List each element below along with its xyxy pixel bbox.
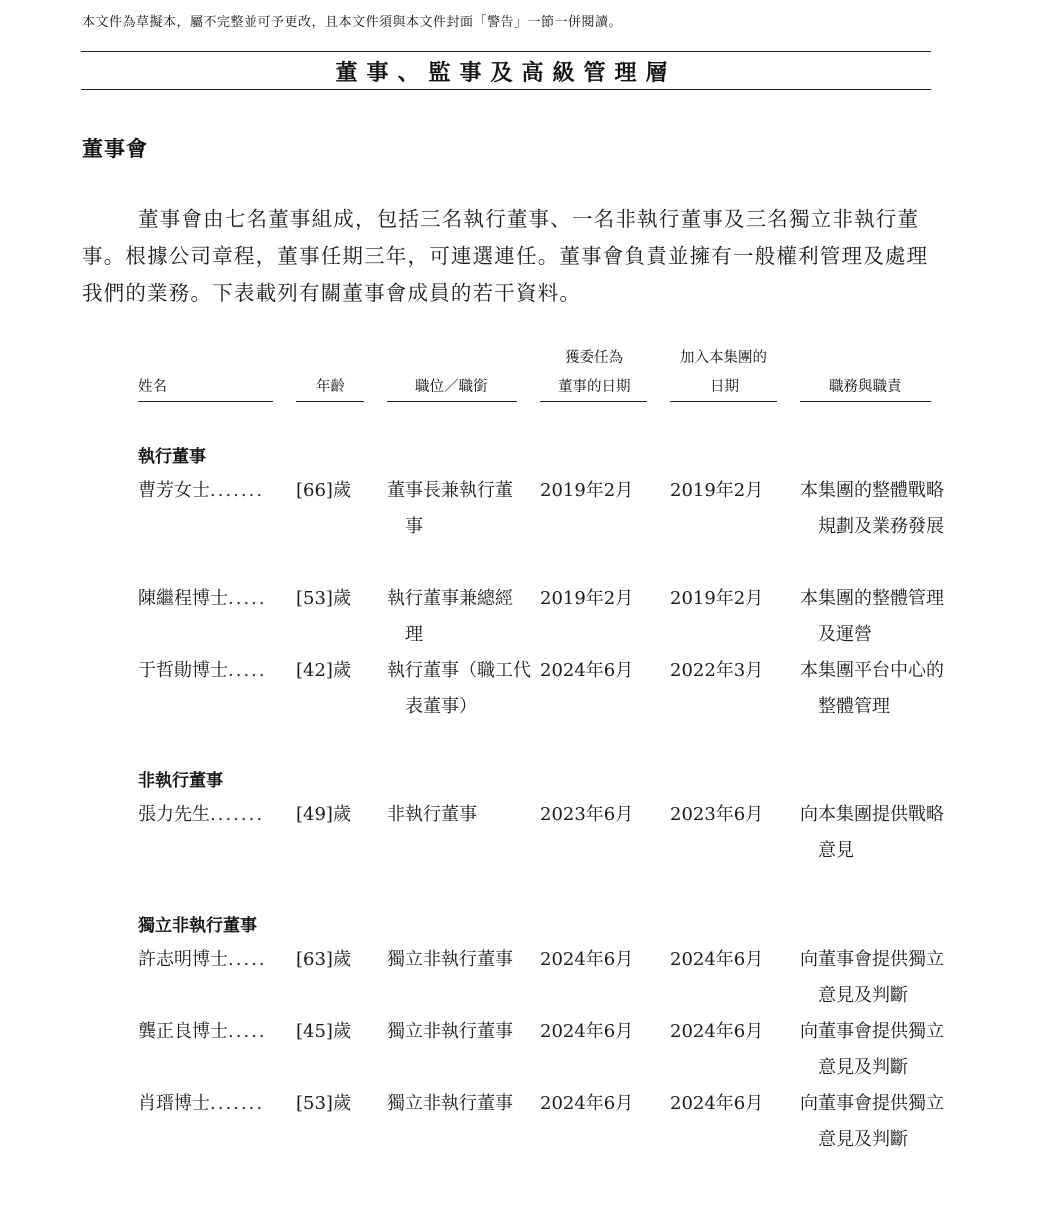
director-joined-date: 2023年6月 bbox=[670, 804, 764, 825]
director-name: 于哲勛博士..... bbox=[138, 660, 267, 681]
director-age: [42]歲 bbox=[296, 660, 351, 681]
director-joined-date: 2022年3月 bbox=[670, 660, 764, 681]
director-appointed-date: 2019年2月 bbox=[540, 480, 634, 501]
header-underline-appointed bbox=[540, 401, 647, 402]
chapter-title: 董事、監事及高級管理層 bbox=[335, 61, 677, 86]
director-age: [63]歲 bbox=[296, 949, 351, 970]
header-underline-age bbox=[296, 401, 364, 402]
header-joined-line1: 加入本集團的 bbox=[680, 350, 767, 366]
header-underline-position bbox=[387, 401, 517, 402]
director-duties: 向董事會提供獨立意見及判斷 bbox=[800, 949, 944, 1006]
title-top-rule bbox=[81, 51, 931, 52]
director-duties: 向董事會提供獨立意見及判斷 bbox=[800, 1093, 944, 1150]
header-appointed-line1: 獲委任為 bbox=[565, 350, 623, 366]
director-position: 非執行董事 bbox=[387, 804, 477, 825]
title-bottom-rule bbox=[81, 89, 931, 90]
director-position: 執行董事（職工代表董事） bbox=[387, 660, 531, 717]
director-joined-date: 2024年6月 bbox=[670, 1093, 764, 1114]
header-duties: 職務與職責 bbox=[829, 379, 902, 395]
director-duties: 本集團的整體管理及運營 bbox=[800, 588, 944, 645]
header-position: 職位／職銜 bbox=[415, 379, 488, 395]
director-appointed-date: 2019年2月 bbox=[540, 588, 634, 609]
header-joined-line2: 日期 bbox=[710, 379, 739, 395]
director-position: 獨立非執行董事 bbox=[387, 1021, 513, 1042]
header-name: 姓名 bbox=[138, 379, 167, 395]
section-heading: 董事會 bbox=[82, 137, 148, 161]
director-name: 肖瑨博士....... bbox=[138, 1093, 265, 1114]
director-name: 曹芳女士....... bbox=[138, 480, 265, 501]
director-appointed-date: 2024年6月 bbox=[540, 660, 634, 681]
director-joined-date: 2024年6月 bbox=[670, 949, 764, 970]
director-position: 獨立非執行董事 bbox=[387, 1093, 513, 1114]
director-joined-date: 2024年6月 bbox=[670, 1021, 764, 1042]
director-duties: 本集團平台中心的整體管理 bbox=[800, 660, 944, 717]
director-duties: 向本集團提供戰略意見 bbox=[800, 804, 944, 861]
director-joined-date: 2019年2月 bbox=[670, 480, 764, 501]
header-age: 年齡 bbox=[316, 379, 345, 395]
director-duties: 本集團的整體戰略規劃及業務發展 bbox=[800, 480, 944, 537]
director-age: [53]歲 bbox=[296, 588, 351, 609]
group-label-independent: 獨立非執行董事 bbox=[138, 916, 257, 936]
header-underline-joined bbox=[670, 401, 777, 402]
group-label-non-executive: 非執行董事 bbox=[138, 771, 223, 791]
director-age: [49]歲 bbox=[296, 804, 351, 825]
director-joined-date: 2019年2月 bbox=[670, 588, 764, 609]
header-appointed-line2: 董事的日期 bbox=[558, 379, 631, 395]
group-label-executive: 執行董事 bbox=[138, 447, 206, 467]
director-appointed-date: 2024年6月 bbox=[540, 1021, 634, 1042]
director-name: 許志明博士..... bbox=[138, 949, 267, 970]
draft-notice: 本文件為草擬本，屬不完整並可予更改，且本文件須與本文件封面「警告」一節一併閱讀。 bbox=[82, 15, 623, 30]
director-name: 龔正良博士..... bbox=[138, 1021, 267, 1042]
intro-paragraph: 董事會由七名董事組成，包括三名執行董事、一名非執行董事及三名獨立非執行董事。根據公司章程，董事任期三年，可連選連任。董事會負責並擁有一般權利管理及處理我們的業務。下表載列有關董事會成員的若干資料。 bbox=[82, 207, 929, 305]
director-appointed-date: 2024年6月 bbox=[540, 1093, 634, 1114]
director-appointed-date: 2023年6月 bbox=[540, 804, 634, 825]
director-name: 陳繼程博士..... bbox=[138, 588, 267, 609]
director-position: 獨立非執行董事 bbox=[387, 949, 513, 970]
director-duties: 向董事會提供獨立意見及判斷 bbox=[800, 1021, 944, 1078]
director-age: [45]歲 bbox=[296, 1021, 351, 1042]
director-age: [66]歲 bbox=[296, 480, 351, 501]
director-name: 張力先生....... bbox=[138, 804, 265, 825]
director-age: [53]歲 bbox=[296, 1093, 351, 1114]
director-position: 執行董事兼總經理 bbox=[387, 588, 513, 645]
header-underline-name bbox=[138, 401, 273, 402]
director-position: 董事長兼執行董事 bbox=[387, 480, 513, 537]
header-underline-duties bbox=[800, 401, 931, 402]
director-appointed-date: 2024年6月 bbox=[540, 949, 634, 970]
